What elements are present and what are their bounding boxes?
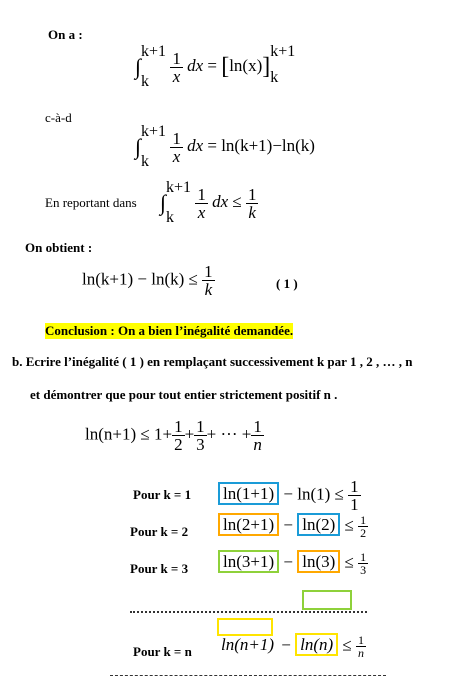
row-k1: ln(1+1) − ln(1) ≤ $\frac{1}{1}$ (218, 478, 361, 513)
boxed-term: ln(n) (295, 633, 338, 656)
empty-green-box (302, 590, 352, 610)
row-kn: ln(n+1) − ln(n) ≤ $\frac{1}{n}$ (221, 633, 365, 660)
equation-integral-bracket: ∫ k+1 k $\frac{1}{x}$ dx = [ln(x)] k+1 k (135, 43, 296, 90)
row-label-k2: Pour k = 2 (130, 524, 189, 539)
partb-line1: b. Ecrire l’inégalité ( 1 ) en remplaçant successivement k par 1 , 2 , … , n (12, 354, 413, 369)
equation-harmonic: ln(n+1) ≤ 1+ $\frac{1}{2}$ + $\frac{1}{3}$ + ··· + $\frac{1}{n}$ (85, 417, 262, 454)
bottom-separator (110, 675, 386, 676)
boxed-term: ln(3) (297, 550, 340, 573)
boxed-term: ln(3+1) (218, 550, 279, 573)
equation-1: ln(k+1) − ln(k) ≤ $\frac{1}{k}$ (82, 262, 213, 299)
dotted-separator (130, 611, 367, 613)
boxed-term: ln(2+1) (218, 513, 279, 536)
row-k3: ln(3+1) − ln(3) ≤ $\frac{1}{3}$ (218, 551, 368, 576)
boxed-term: ln(1+1) (218, 482, 279, 505)
row-label-k3: Pour k = 3 (130, 561, 189, 576)
equation-integral-ln: ∫ k+1 k $\frac{1}{x}$ dx = ln(k+1)−ln(k) (135, 123, 315, 170)
equation-tag: ( 1 ) (276, 276, 298, 291)
boxed-term: ln(2) (297, 513, 340, 536)
intro-label: On a : (48, 27, 83, 42)
obtient-label: On obtient : (25, 240, 93, 255)
row-label-k1: Pour k = 1 (133, 487, 192, 502)
equation-integral-ineq: ∫ k+1 k $\frac{1}{x}$ dx ≤ $\frac{1}{k}$ (160, 179, 257, 226)
row-k2: ln(2+1) − ln(2) ≤ $\frac{1}{2}$ (218, 514, 368, 539)
cad-label: c-à-d (45, 110, 72, 125)
report-label: En reportant dans (45, 195, 137, 210)
partb-line2: et démontrer que pour tout entier strictement positif n . (30, 387, 338, 402)
conclusion-text: Conclusion : On a bien l’inégalité demandée. (45, 323, 294, 338)
row-label-kn: Pour k = n (133, 644, 192, 659)
